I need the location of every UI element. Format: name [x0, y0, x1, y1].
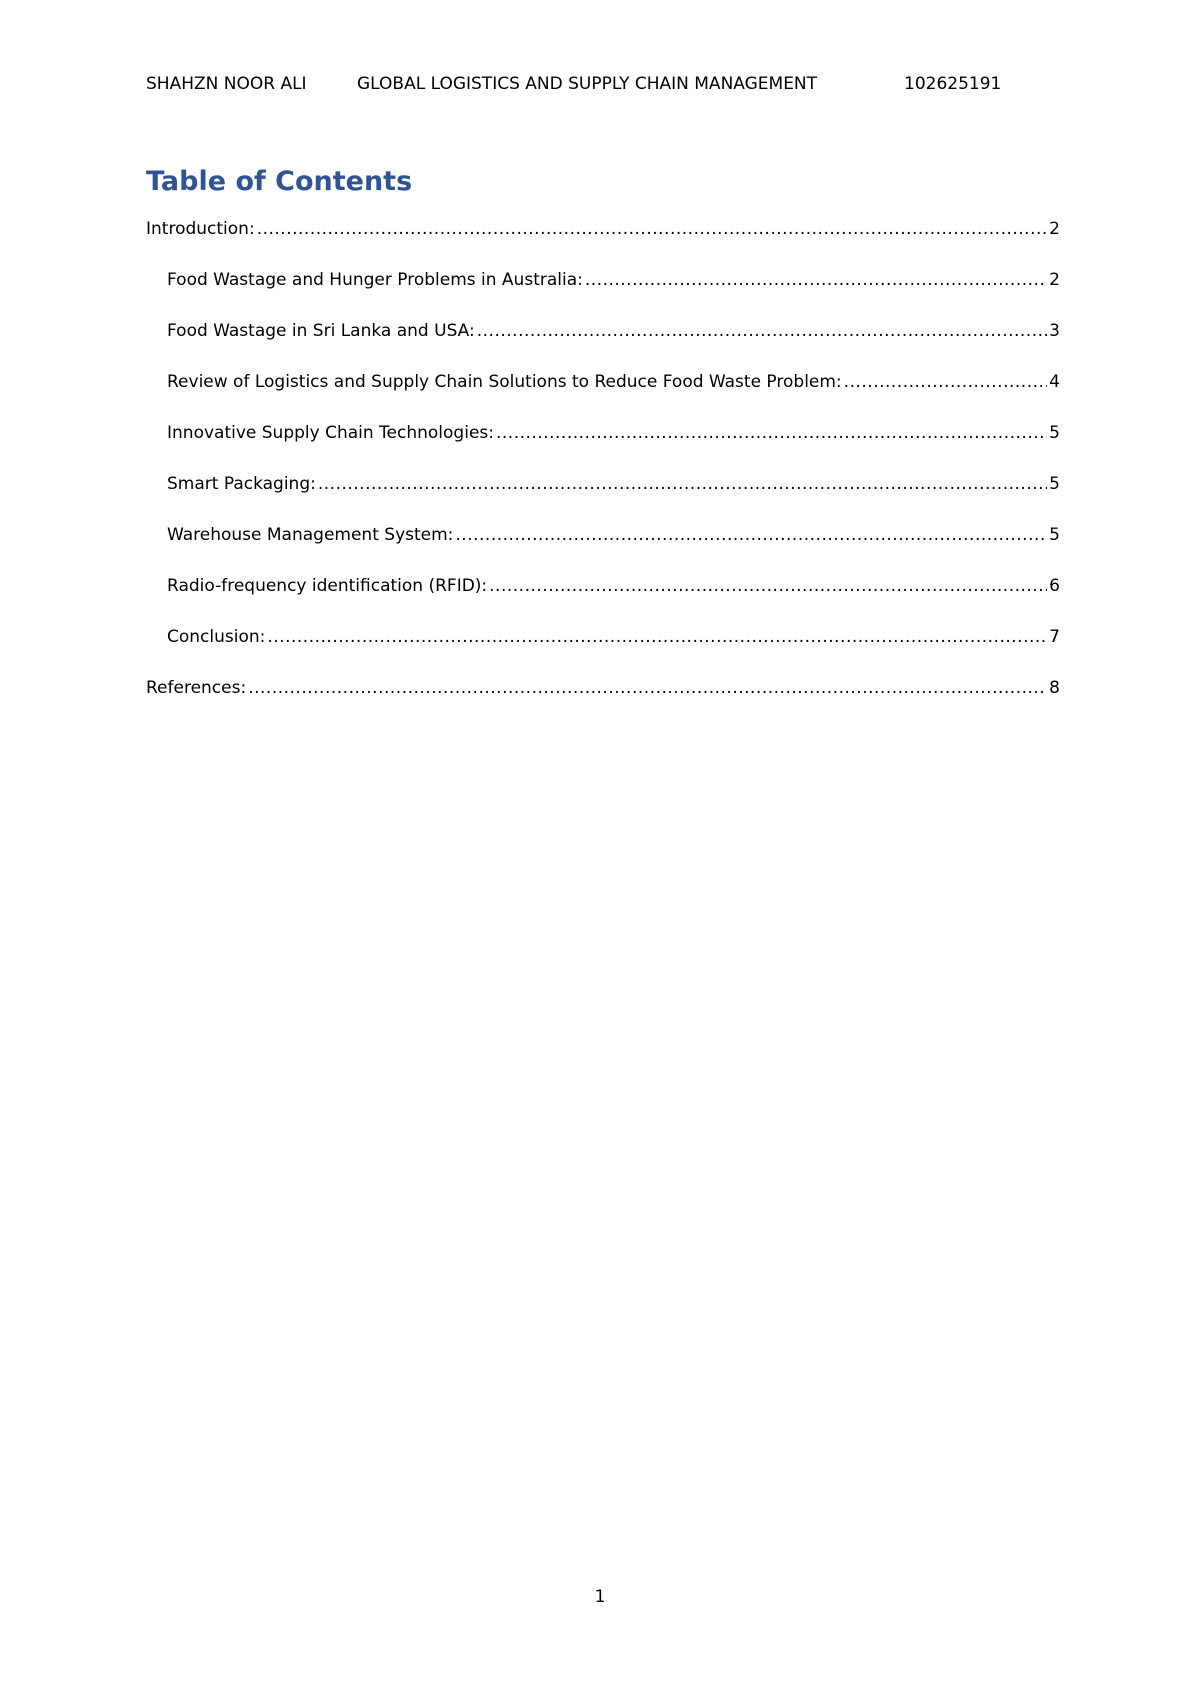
toc-entry-label: Food Wastage in Sri Lanka and USA: — [167, 321, 475, 341]
toc-dot-leader — [248, 677, 1047, 699]
toc-entry-page: 3 — [1049, 321, 1060, 341]
toc-entry-review-logistics[interactable] — [146, 371, 1060, 422]
toc-entry-smart-packaging[interactable] — [146, 473, 1060, 524]
toc-entry-label: Food Wastage and Hunger Problems in Australia: — [167, 270, 583, 290]
toc-entry-label: References: — [146, 678, 247, 698]
toc-dot-leader — [844, 371, 1048, 393]
toc-entry-label: Introduction: — [146, 219, 255, 239]
toc-entry-page: 2 — [1049, 219, 1060, 239]
toc-entry-label: Radio-frequency identification (RFID): — [167, 576, 488, 596]
toc-dot-leader — [496, 422, 1047, 444]
page-number: 1 — [594, 1587, 606, 1607]
toc-entry-page: 2 — [1049, 270, 1060, 290]
toc-entry-references[interactable] — [146, 677, 1060, 728]
toc-list — [146, 218, 1060, 728]
header-course-title: GLOBAL LOGISTICS AND SUPPLY CHAIN MANAGEMENT — [357, 74, 818, 94]
toc-entry-label: Smart Packaging: — [167, 474, 316, 494]
toc-dot-leader — [318, 473, 1047, 495]
toc-dot-leader — [477, 320, 1047, 342]
toc-entry-innovative-technologies[interactable] — [146, 422, 1060, 473]
header-student-id: 102625191 — [904, 74, 1002, 94]
toc-entry-food-wastage-australia[interactable] — [146, 269, 1060, 320]
toc-entry-rfid[interactable] — [146, 575, 1060, 626]
header-author: SHAHZN NOOR ALI — [146, 74, 307, 94]
toc-entry-page: 6 — [1049, 576, 1060, 596]
toc-entry-page: 7 — [1049, 627, 1060, 647]
toc-entry-page: 4 — [1049, 372, 1060, 392]
toc-entry-page: 8 — [1049, 678, 1060, 698]
toc-dot-leader — [257, 218, 1047, 240]
toc-entry-label: Warehouse Management System: — [167, 525, 454, 545]
toc-entry-page: 5 — [1049, 423, 1060, 443]
toc-entry-conclusion[interactable] — [146, 626, 1060, 677]
toc-dot-leader — [489, 575, 1047, 597]
toc-entry-page: 5 — [1049, 474, 1060, 494]
toc-entry-label: Review of Logistics and Supply Chain Solutions to Reduce Food Waste Problem: — [167, 372, 842, 392]
toc-entry-introduction[interactable] — [146, 218, 1060, 269]
toc-dot-leader — [455, 524, 1047, 546]
page-header — [146, 74, 1066, 98]
toc-entry-label: Innovative Supply Chain Technologies: — [167, 423, 494, 443]
toc-dot-leader — [585, 269, 1047, 291]
toc-entry-food-wastage-srilanka-usa[interactable] — [146, 320, 1060, 371]
toc-entry-label: Conclusion: — [167, 627, 266, 647]
toc-entry-page: 5 — [1049, 525, 1060, 545]
toc-dot-leader — [267, 626, 1047, 648]
toc-entry-warehouse-management[interactable] — [146, 524, 1060, 575]
toc-heading: Table of Contents — [146, 166, 413, 197]
